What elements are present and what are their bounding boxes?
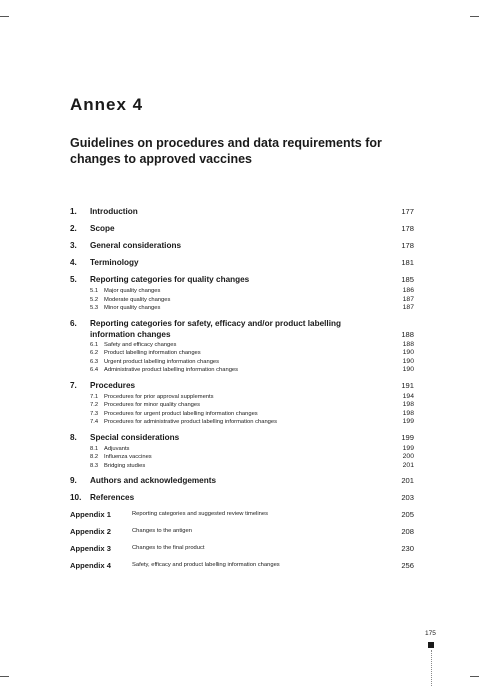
- toc-number: 7.: [70, 380, 77, 390]
- toc-subnumber: 5.3: [90, 305, 99, 311]
- appendix-number: Appendix 2: [70, 527, 111, 536]
- toc-sublabel: Procedures for prior approval supplements: [104, 393, 214, 400]
- toc-entry[interactable]: [70, 380, 414, 393]
- toc-sublabel: Bridging studies: [104, 462, 146, 469]
- toc-label-line-2: information changes: [90, 329, 171, 339]
- toc-subpage: 190: [402, 366, 414, 373]
- toc-subentry[interactable]: [70, 453, 414, 462]
- appendix-entry[interactable]: [70, 509, 414, 526]
- toc-subpage: 198: [402, 409, 414, 417]
- toc-subnumber: 5.1: [90, 288, 99, 294]
- dotted-guide-line: [431, 650, 432, 686]
- toc-sublabel: Procedures for administrative product labelling information changes: [104, 419, 278, 425]
- toc-sublabel: Procedures for urgent product labelling information changes: [104, 410, 258, 417]
- toc-entry[interactable]: [70, 206, 414, 223]
- toc-sublabel: Administrative product labelling information changes: [104, 367, 239, 373]
- toc-subpage: 201: [402, 461, 414, 469]
- toc-label: Authors and acknowledgements: [90, 476, 217, 485]
- toc-subpage: 186: [402, 287, 414, 294]
- toc-page: 201: [401, 476, 414, 485]
- toc-subentry[interactable]: [70, 418, 414, 427]
- toc-subpage: 190: [402, 349, 414, 356]
- toc-subpage: 199: [402, 444, 414, 452]
- page-number: 175: [425, 630, 436, 637]
- toc-subnumber: 8.3: [90, 462, 99, 469]
- toc-subentry[interactable]: [70, 462, 414, 471]
- toc-label: [90, 318, 341, 340]
- toc-subnumber: 6.1: [90, 341, 99, 348]
- toc-subentry[interactable]: [70, 401, 414, 410]
- toc-entry[interactable]: [70, 257, 414, 274]
- toc-subpage: 198: [402, 401, 414, 408]
- appendix-label: Safety, efficacy and product labelling information changes: [132, 562, 280, 568]
- toc-subentry[interactable]: [70, 341, 414, 350]
- toc-number: 1.: [70, 207, 77, 216]
- toc-entry[interactable]: [70, 475, 414, 492]
- toc-label: Procedures: [90, 380, 136, 390]
- toc-label: General considerations: [90, 241, 182, 250]
- toc-page: 178: [401, 224, 414, 233]
- toc-label-line-1: Reporting categories for safety, efficacy and/or product labelling: [90, 318, 341, 328]
- toc-sublabel: Moderate quality changes: [104, 296, 171, 303]
- toc-page: 203: [401, 493, 414, 502]
- document-title: Guidelines on procedures and data requirements for changes to approved vaccines: [70, 136, 382, 166]
- toc-subnumber: 8.1: [90, 445, 99, 452]
- toc-entry[interactable]: [70, 223, 414, 240]
- crop-mark: [0, 16, 9, 17]
- toc-subentry[interactable]: [70, 349, 414, 358]
- toc-number: 5.: [70, 275, 77, 284]
- toc-subentry[interactable]: [70, 445, 414, 454]
- toc-number: 4.: [70, 258, 77, 267]
- toc-entry[interactable]: [70, 274, 414, 287]
- toc-page: 181: [401, 258, 414, 267]
- toc-subpage: 187: [402, 295, 414, 303]
- toc-sublabel: Urgent product labelling information changes: [104, 358, 220, 365]
- toc-subnumber: 7.3: [90, 410, 99, 417]
- toc-sublabel: Influenza vaccines: [104, 454, 152, 460]
- appendix-number: Appendix 4: [70, 561, 111, 570]
- toc-subnumber: 7.4: [90, 419, 99, 425]
- toc-label: Introduction: [90, 207, 138, 216]
- appendix-label: Changes to the final product: [132, 545, 205, 551]
- toc-number: 8.: [70, 432, 77, 442]
- toc-label: Terminology: [90, 258, 139, 267]
- toc-number: 3.: [70, 241, 77, 250]
- appendix-page: 256: [401, 561, 414, 570]
- appendix-page: 205: [401, 510, 414, 519]
- toc-page: 188: [401, 329, 414, 339]
- appendix-label: Reporting categories and suggested review timelines: [132, 511, 268, 517]
- toc-entry[interactable]: [70, 318, 414, 341]
- toc-page: 177: [401, 207, 414, 216]
- appendix-label: Changes to the antigen: [132, 528, 192, 534]
- crop-mark: [470, 676, 479, 677]
- appendix-entry[interactable]: [70, 543, 414, 560]
- toc-subpage: 194: [402, 392, 414, 400]
- toc-subnumber: 6.2: [90, 350, 99, 356]
- toc-number: 6.: [70, 318, 77, 328]
- toc-subnumber: 6.4: [90, 367, 99, 373]
- toc-subentry[interactable]: [70, 287, 414, 296]
- toc-label: Reporting categories for quality changes: [90, 275, 250, 284]
- toc-page: 191: [401, 380, 414, 390]
- toc-subpage: 200: [402, 453, 414, 460]
- toc-page: 178: [401, 241, 414, 250]
- toc-subnumber: 5.2: [90, 296, 99, 303]
- appendix-number: Appendix 3: [70, 544, 111, 553]
- toc-label: Scope: [90, 224, 115, 233]
- toc-label: Special considerations: [90, 432, 180, 442]
- toc-sublabel: Adjuvants: [104, 445, 130, 452]
- toc-entry[interactable]: [70, 492, 414, 509]
- toc-subentry[interactable]: [70, 393, 414, 402]
- toc-sublabel: Safety and efficacy changes: [104, 341, 177, 348]
- toc-subentry[interactable]: [70, 366, 414, 375]
- toc-subnumber: 8.2: [90, 454, 99, 460]
- annex-title: Annex 4: [70, 95, 144, 114]
- toc-sublabel: Major quality changes: [104, 288, 161, 294]
- toc-subentry[interactable]: [70, 296, 414, 305]
- appendix-number: Appendix 1: [70, 510, 111, 519]
- toc-subpage: 199: [402, 418, 414, 425]
- toc-sublabel: Minor quality changes: [104, 305, 161, 311]
- appendix-page: 230: [401, 544, 414, 553]
- toc-subpage: 190: [402, 357, 414, 365]
- table-of-contents: [70, 206, 414, 577]
- toc-number: 2.: [70, 224, 77, 233]
- appendix-entry[interactable]: [70, 560, 414, 577]
- appendix-entry[interactable]: [70, 526, 414, 543]
- crop-mark: [470, 16, 479, 17]
- toc-sublabel: Product labelling information changes: [104, 350, 201, 356]
- page-marker: [428, 642, 434, 648]
- toc-page: 199: [401, 432, 414, 442]
- toc-subnumber: 7.2: [90, 402, 99, 408]
- toc-sublabel: Procedures for minor quality changes: [104, 402, 201, 408]
- toc-number: 9.: [70, 476, 77, 485]
- toc-entry[interactable]: [70, 432, 414, 445]
- toc-number: 10.: [70, 493, 82, 502]
- toc-subentry[interactable]: [70, 304, 414, 313]
- toc-subpage: 188: [402, 340, 414, 348]
- toc-entry[interactable]: [70, 240, 414, 257]
- toc-subnumber: 6.3: [90, 358, 99, 365]
- toc-subpage: 187: [402, 304, 414, 311]
- crop-mark: [0, 676, 9, 677]
- appendix-page: 208: [401, 527, 414, 536]
- toc-label: References: [90, 493, 135, 502]
- toc-subentry[interactable]: [70, 358, 414, 367]
- toc-page: 185: [401, 275, 414, 284]
- toc-subentry[interactable]: [70, 410, 414, 419]
- toc-subnumber: 7.1: [90, 393, 99, 400]
